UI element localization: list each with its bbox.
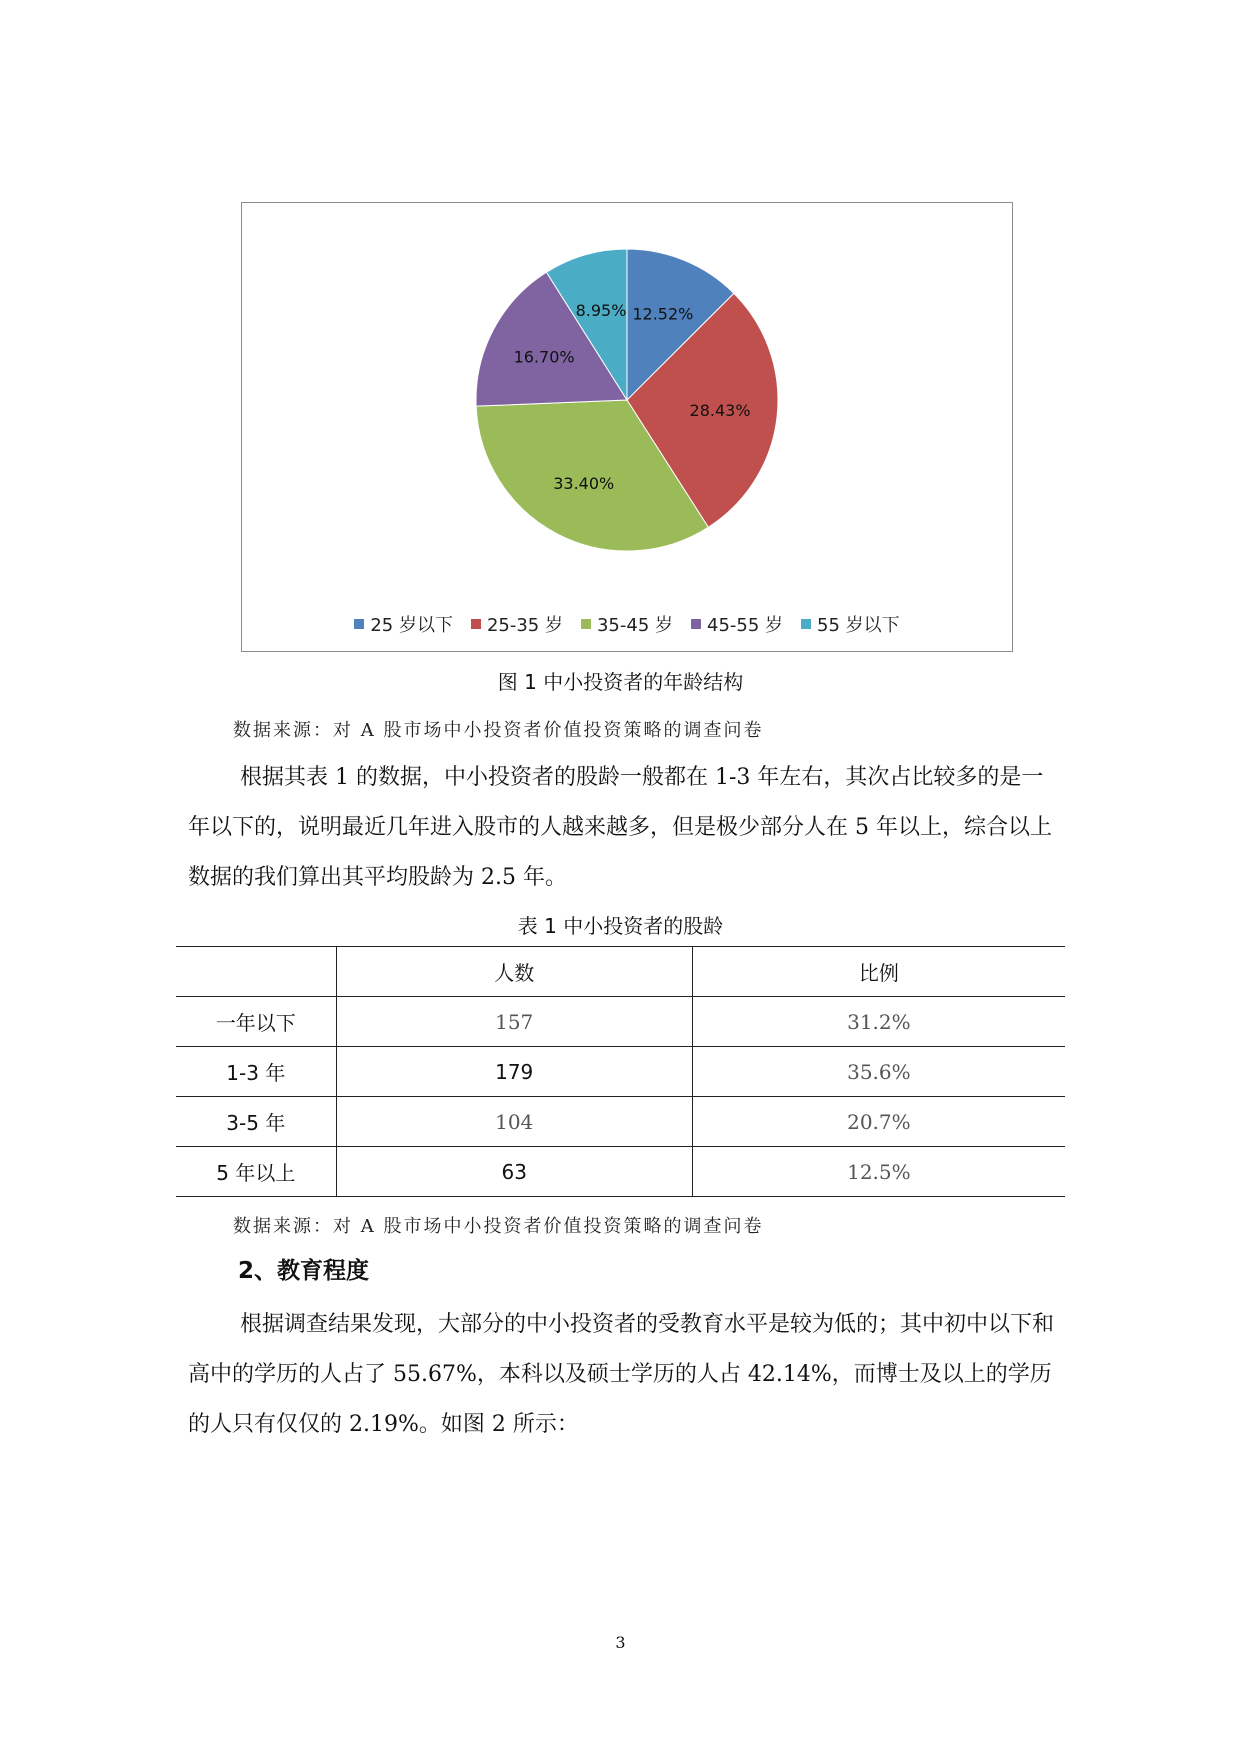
table-header-empty [176,947,336,997]
chart-legend [242,611,1012,637]
legend-swatch [354,619,364,629]
legend-swatch [801,619,811,629]
row-label: 一年以下 [176,997,336,1047]
row-count: 104 [336,1097,692,1147]
legend-label: 25 岁以下 [370,615,453,636]
body-paragraph-2 [188,1300,1058,1450]
legend-entry [691,611,783,637]
table-row [176,1047,1065,1097]
pie-chart-frame [241,202,1013,652]
body-paragraph-1 [188,753,1058,903]
figure-caption: 图 1 中小投资者的年龄结构 [497,670,744,694]
legend-swatch [471,619,481,629]
legend-entry [471,611,563,637]
pie-data-label: 16.70% [513,347,575,367]
row-ratio: 31.2% [692,997,1065,1047]
pie-data-label: 33.40% [553,474,615,494]
source-note-figure: 数据来源：对 A 股市场中小投资者价值投资策略的调查问卷 [233,720,764,741]
row-label: 3-5 年 [176,1097,336,1147]
row-ratio: 12.5% [692,1147,1065,1197]
row-count: 157 [336,997,692,1047]
pie-data-label: 8.95% [575,301,627,321]
row-count: 63 [336,1147,692,1197]
page-number: 3 [615,1633,626,1652]
legend-label: 35-45 岁 [596,615,674,636]
paragraph-2-text: 根据调查结果发现，大部分的中小投资者的受教育水平是较为低的；其中初中以下和高中的学历的人占了 55.67%，本科以及硕士学历的人占 42.14%，而博士及以上的学历的人只有仅仅的 2.19%。如图 2 所示： [188,1312,1055,1437]
legend-swatch [581,619,591,629]
section-heading: 2、教育程度 [238,1258,370,1284]
legend-entry [581,611,673,637]
paragraph-1-text: 根据其表 1 的数据，中小投资者的股龄一般都在 1-3 年左右，其次占比较多的是一年以下的，说明最近几年进入股市的人越来越多，但是极少部分人在 5 年以上，综合以上数据的我们算出其平均股龄为 2.5 年。 [188,765,1052,890]
legend-swatch [691,619,701,629]
table-header-count: 人数 [336,947,692,997]
table-caption: 表 1 中小投资者的股龄 [517,914,724,938]
source-note-table: 数据来源：对 A 股市场中小投资者价值投资策略的调查问卷 [233,1216,764,1237]
table-header-row [176,947,1065,997]
table-header-ratio: 比例 [692,947,1065,997]
legend-entry [801,611,900,637]
shareholding-age-table [176,946,1065,1197]
legend-label: 25-35 岁 [486,615,563,636]
table-row [176,1097,1065,1147]
pie-chart [242,203,1012,651]
pie-data-label: 12.52% [632,304,694,324]
legend-entry [354,611,453,637]
legend-label: 45-55 岁 [707,615,784,636]
row-count: 179 [336,1047,692,1097]
row-ratio: 20.7% [692,1097,1065,1147]
table-row [176,997,1065,1047]
row-label: 5 年以上 [176,1147,336,1197]
legend-label: 55 岁以下 [817,615,900,636]
row-ratio: 35.6% [692,1047,1065,1097]
pie-data-label: 28.43% [689,401,751,421]
row-label: 1-3 年 [176,1047,336,1097]
table-row [176,1147,1065,1197]
